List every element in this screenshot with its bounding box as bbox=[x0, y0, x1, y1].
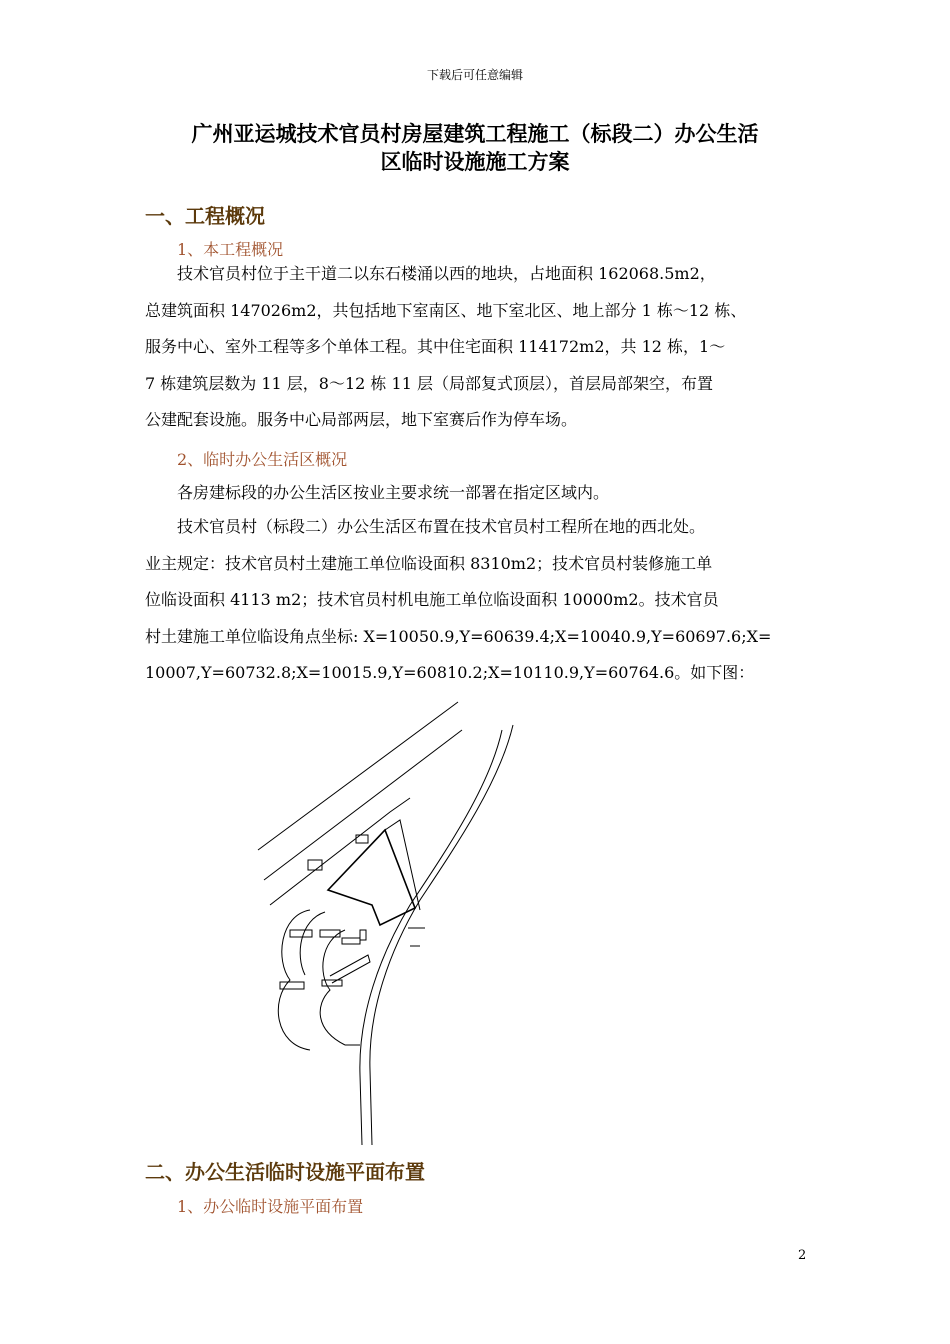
text-line: 10007,Y=60732.8;X=10015.9,Y=60810.2;X=10110.9,Y=60764.6。如下图： bbox=[145, 663, 755, 682]
subsection-2-1-heading: 1、办公临时设施平面布置 bbox=[177, 1197, 364, 1216]
subsection-1-2-heading: 2、临时办公生活区概况 bbox=[177, 450, 348, 469]
paragraph-office-zone-intro bbox=[145, 475, 810, 512]
text-line: 技术官员村位于主干道二以东石楼涌以西的地块，占地面积 162068.5m2， bbox=[177, 264, 716, 283]
paragraph-office-zone-detail bbox=[145, 509, 810, 692]
title-line-1: 广州亚运城技术官员村房屋建筑工程施工（标段二）办公生活 bbox=[191, 122, 759, 146]
text-line: 技术官员村（标段二）办公生活区布置在技术官员村工程所在地的西北处。 bbox=[177, 517, 706, 536]
text-line: 服务中心、室外工程等多个单体工程。其中住宅面积 114172m2，共 12 栋，1～ bbox=[145, 337, 726, 356]
paragraph-project-overview bbox=[145, 256, 810, 439]
document-title bbox=[145, 120, 805, 176]
text-line: 位临设面积 4113 m2；技术官员村机电施工单位临设面积 10000m2。技术官员 bbox=[145, 590, 719, 609]
site-plan-drawing bbox=[250, 700, 540, 1145]
text-line: 村土建施工单位临设角点坐标: X=10050.9,Y=60639.4;X=10040.9,Y=60697.6;X= bbox=[145, 626, 772, 646]
text-line: 7 栋建筑层数为 11 层，8～12 栋 11 层（局部复式顶层），首层局部架空，布置 bbox=[145, 373, 713, 393]
title-line-2: 区临时设施施工方案 bbox=[380, 150, 570, 174]
text-line: 总建筑面积 147026m2，共包括地下室南区、地下室北区、地上部分 1 栋～12 栋、 bbox=[145, 300, 747, 320]
section-1-heading: 一、工程概况 bbox=[145, 204, 265, 228]
text-line: 各房建标段的办公生活区按业主要求统一部署在指定区域内。 bbox=[177, 483, 610, 502]
text-line: 业主规定：技术官员村土建施工单位临设面积 8310m2；技术官员村装修施工单 bbox=[145, 553, 713, 573]
text-line: 公建配套设施。服务中心局部两层，地下室赛后作为停车场。 bbox=[145, 410, 578, 429]
subsection-1-1-heading: 1、本工程概况 bbox=[177, 240, 284, 259]
header-note: 下载后可任意编辑 bbox=[426, 68, 523, 82]
section-2-heading: 二、办公生活临时设施平面布置 bbox=[145, 1160, 425, 1184]
page-number: 2 bbox=[798, 1248, 807, 1263]
